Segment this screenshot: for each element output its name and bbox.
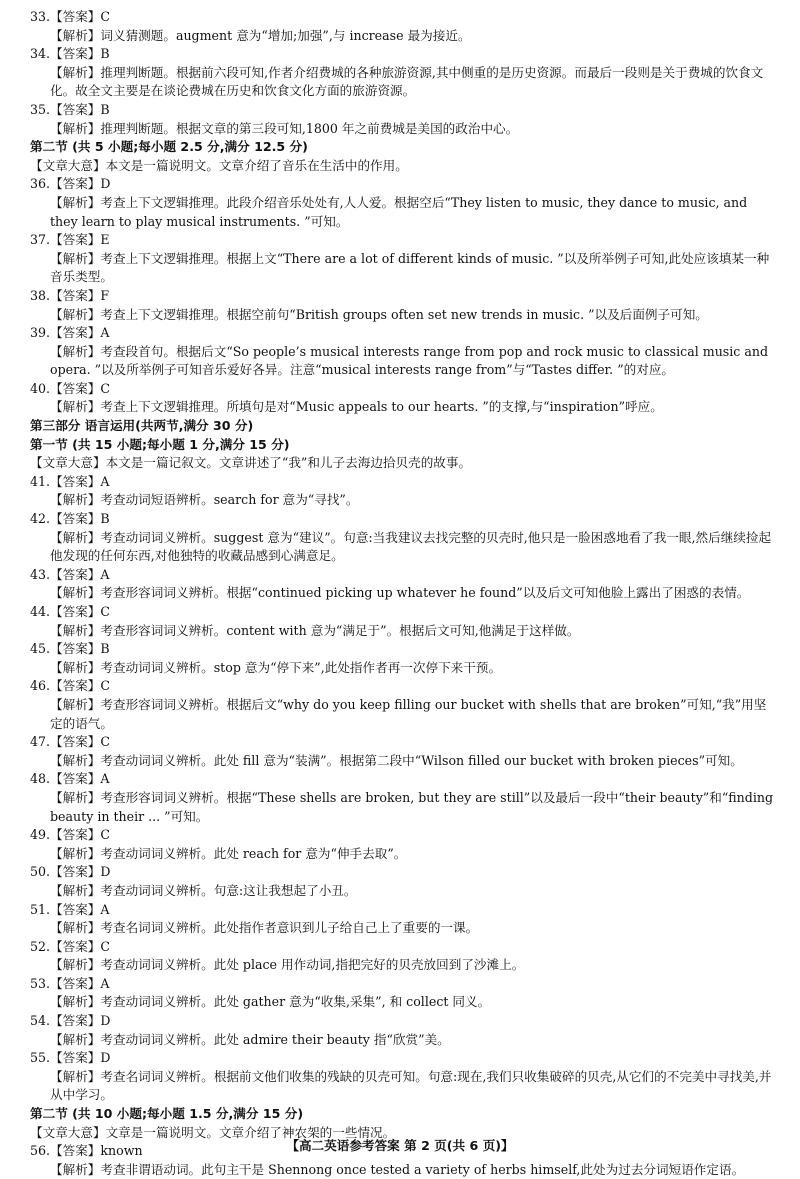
section-heading: 第一节 (共 15 小题;每小题 1 分,满分 15 分)	[30, 436, 290, 452]
explanation-text: 【解析】考查上下文逻辑推理。此段介绍音乐处处有,人人爱。根据空后“They listen to music, they dance to music, and they learn to play musical instruments. ”可知。	[50, 194, 748, 229]
explanation-text: 【解析】考查形容词词义辨析。根据“These shells are broken, but they are still”以及最后一段中“their beauty”和“finding beauty in their ... ”可知。	[50, 789, 774, 824]
explanation-text: 【解析】考查动词词义辨析。此处 fill 意为“装满”。根据第二段中“Wilson filled our bucket with broken pieces”可知。	[50, 752, 743, 768]
answer-line: 40.【答案】C	[30, 380, 111, 396]
answer-line: 38.【答案】F	[30, 287, 110, 303]
answer-line: 54.【答案】D	[30, 1013, 111, 1029]
answer-line: 46.【答案】C	[30, 678, 111, 694]
explanation-text: 【解析】考查上下文逻辑推理。根据上文“There are a lot of different kinds of music. ”以及所举例子可知,此处应该填某一种音乐类型。	[50, 250, 770, 285]
section-heading: 第三部分 语言运用(共两节,满分 30 分)	[30, 418, 254, 434]
explanation-text: 【解析】考查动词词义辨析。此处 gather 意为“收集,采集”, 和 collect 同义。	[50, 994, 491, 1010]
answer-line: 33.【答案】C	[30, 9, 111, 24]
answer-line: 48.【答案】A	[30, 771, 110, 787]
explanation-text: 【解析】考查名词词义辨析。此处指作者意识到儿子给自己上了重要的一课。	[50, 920, 479, 936]
answer-line: 55.【答案】D	[30, 1050, 111, 1066]
explanation-text: 【解析】考查上下文逻辑推理。根据空前句“British groups often set new trends in music. ”以及后面例子可知。	[50, 306, 708, 322]
explanation-text: 【解析】考查段首句。根据后文“So people’s musical interests range from pop and rock music to classical music and opera. ”以及所举例子可知音乐爱好各异。注意“musical interests range from”与“Tastes differ. ”的对应。	[50, 343, 769, 378]
section-heading: 第二节 (共 5 小题;每小题 2.5 分,满分 12.5 分)	[30, 139, 308, 155]
answer-line: 47.【答案】C	[30, 734, 111, 750]
explanation-text: 【解析】考查动词词义辨析。句意:这让我想起了小丑。	[50, 882, 357, 898]
answer-line: 35.【答案】B	[30, 101, 110, 117]
explanation-text: 【解析】考查动词词义辨析。stop 意为“停下来”,此处指作者再一次停下来干预。	[50, 659, 502, 675]
answer-line: 56.【答案】known	[30, 1143, 143, 1159]
explanation-text: 【解析】考查动词词义辨析。此处 admire their beauty 指“欣赏”美。	[50, 1031, 450, 1047]
explanation-text: 【解析】考查形容词词义辨析。根据后文“why do you keep filling our bucket with shells that are broken”可知,“我”用坚定的语气。	[50, 696, 767, 731]
explanation-text: 【解析】考查动词短语辨析。search for 意为“寻找”。	[50, 492, 359, 508]
answer-line: 34.【答案】B	[30, 46, 110, 62]
answer-line: 53.【答案】A	[30, 975, 110, 991]
section-heading: 第二节 (共 10 小题;每小题 1.5 分,满分 15 分)	[30, 1106, 304, 1122]
explanation-text: 【解析】考查名词词义辨析。根据前文他们收集的残缺的贝壳可知。句意:现在,我们只收集破碎的贝壳,从它们的不完美中寻找美,并从中学习。	[50, 1068, 772, 1103]
answer-line: 37.【答案】E	[30, 232, 110, 248]
answer-line: 44.【答案】C	[30, 604, 111, 619]
explanation-text: 【解析】考查形容词词义辨析。根据“continued picking up whatever he found”以及后文可知他脸上露出了困惑的表情。	[50, 585, 750, 601]
explanation-text: 【解析】推理判断题。根据前六段可知,作者介绍费城的各种旅游资源,其中侧重的是历史资源。而最后一段则是关于费城的饮食文化。故全文主要是在谈论费城在历史和饮食文化方面的旅游资源。	[50, 64, 764, 99]
explanation-text: 【解析】推理判断题。根据文章的第三段可知,1800 年之前费城是美国的政治中心。	[50, 120, 519, 136]
answer-line: 39.【答案】A	[30, 325, 110, 341]
explanation-text: 【解析】考查动词词义辨析。此处 place 用作动词,指把完好的贝壳放回到了沙滩上。	[50, 957, 525, 973]
explanation-text: 【解析】考查动词词义辨析。suggest 意为“建议”。句意:当我建议去找完整的贝壳时,他只是一脸困惑地看了我一眼,然后继续捡起他发现的任何东西,对他独特的收藏品感到心满意足。	[50, 529, 772, 564]
explanation-text: 【解析】考查上下文逻辑推理。所填句是对“Music appeals to our hearts. ”的支撑,与“inspiration”呼应。	[50, 399, 663, 415]
answer-line: 42.【答案】B	[30, 511, 110, 527]
page-footer: 【高二英语参考答案 第 2 页(共 6 页)】	[286, 1138, 514, 1153]
article-summary: 【文章大意】本文是一篇说明文。文章介绍了音乐在生活中的作用。	[30, 157, 408, 173]
answer-line: 51.【答案】A	[30, 901, 110, 917]
answer-line: 43.【答案】A	[30, 566, 110, 582]
explanation-text: 【解析】词义猜测题。augment 意为“增加;加强”,与 increase 最为接近。	[50, 27, 471, 43]
answer-content	[30, 8, 774, 1179]
article-summary: 【文章大意】本文是一篇记叙文。文章讲述了“我”和儿子去海边拾贝壳的故事。	[30, 455, 472, 471]
answer-line: 52.【答案】C	[30, 938, 111, 954]
explanation-text: 【解析】考查动词词义辨析。此处 reach for 意为“伸手去取”。	[50, 845, 407, 861]
article-summary: 【文章大意】文章是一篇说明文。文章介绍了神农架的一些情况。	[30, 1124, 396, 1140]
explanation-text: 【解析】考查非谓语动词。此句主干是 Shennong once tested a variety of herbs himself,此处为过去分词短语作定语。	[50, 1161, 745, 1177]
explanation-text: 【解析】考查形容词词义辨析。content with 意为“满足于”。根据后文可知,他满足于这样做。	[50, 622, 580, 638]
answer-line: 45.【答案】B	[30, 641, 110, 657]
answer-line: 36.【答案】D	[30, 176, 111, 192]
answer-line: 50.【答案】D	[30, 864, 111, 880]
answer-line: 49.【答案】C	[30, 827, 111, 843]
answer-line: 41.【答案】A	[30, 473, 110, 489]
